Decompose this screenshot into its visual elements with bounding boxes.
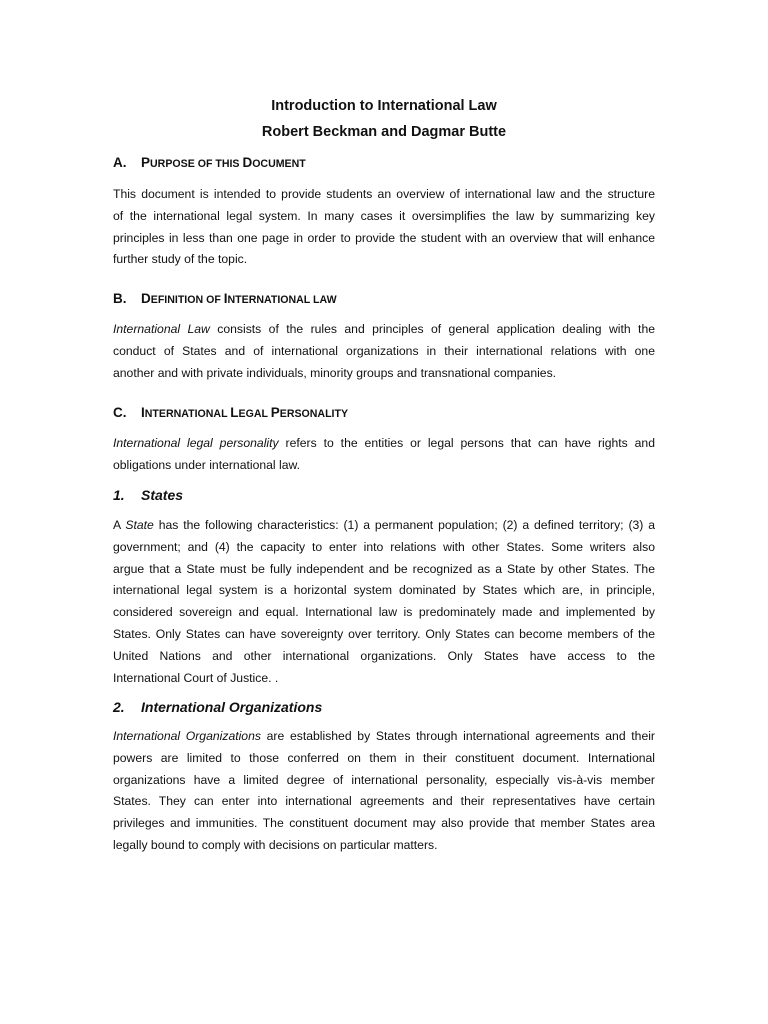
paragraph-line: International Court of Justice. . <box>113 670 279 685</box>
subsection-1-heading: 1. States <box>113 487 184 503</box>
defined-term: State <box>125 518 154 532</box>
defined-term: International Organizations <box>113 729 261 743</box>
defined-term: International legal personality <box>113 436 279 450</box>
paragraph-line: A State has the following characteristics: (1) a permanent population; (2) a defined territory; (3) a <box>113 518 655 532</box>
section-c-heading: C. INTERNATIONAL LEGAL PERSONALITY <box>113 403 348 424</box>
paragraph-line: United Nations and other international organizations. Only States have access to the <box>113 648 655 663</box>
paragraph-line: considered sovereign and equal. International law is predominately made and implemented by <box>113 605 655 620</box>
defined-term: International Law <box>113 322 210 336</box>
section-a-number: A. <box>113 155 127 170</box>
section-b-heading: B. DEFINITION OF INTERNATIONAL LAW <box>113 289 337 310</box>
paragraph-line: conduct of States and of international organizations in their international relations with one <box>113 343 655 358</box>
paragraph-line: obligations under international law. <box>113 457 301 472</box>
section-c-number: C. <box>113 405 127 420</box>
subsection-2-number: 2. <box>113 699 125 715</box>
section-a-paragraph <box>113 184 655 271</box>
paragraph-line: privileges and immunities. The constituent document may also provide that member States area <box>113 816 655 831</box>
paragraph-line: of the international legal system. In many cases it oversimplifies the law by summarizing key <box>113 208 655 223</box>
paragraph-line: International legal personality refers to the entities or legal persons that can have rights and <box>113 436 655 450</box>
section-c-paragraph <box>113 433 655 477</box>
subsection-2-paragraph <box>113 726 655 857</box>
paragraph-line: principles in less than one page in order to provide the student with an overview that will enhance <box>113 230 655 245</box>
paragraph-line: government; and (4) the capacity to enter into relations with other States. Some writers also <box>113 539 655 554</box>
paragraph-line: international legal system is a horizontal system dominated by States which are, in principle, <box>113 583 655 598</box>
paragraph-line: further study of the topic. <box>113 252 248 267</box>
paragraph-line: powers are limited to those conferred on them in their constituent document. International <box>113 750 655 765</box>
document-authors: Robert Beckman and Dagmar Butte <box>261 124 507 140</box>
paragraph-line: This document is intended to provide students an overview of international law and the structure <box>113 187 655 201</box>
subsection-2-heading: 2. International Organizations <box>113 699 323 715</box>
paragraph-line: another and with private individuals, minority groups and transnational companies. <box>113 365 557 380</box>
section-a-heading: A. PURPOSE OF THIS DOCUMENT <box>113 153 306 174</box>
paragraph-line: States. Only States can have sovereignty over territory. Only States can become members of the <box>113 626 655 641</box>
paragraph-line: organizations have a limited degree of international personality, especially vis-à-vis member <box>113 772 655 787</box>
paragraph-line: International Law consists of the rules and principles of general application dealing with the <box>113 322 655 336</box>
subsection-1-paragraph <box>113 515 655 689</box>
document-title: Introduction to International Law <box>271 98 497 114</box>
subsection-1-number: 1. <box>113 487 125 503</box>
paragraph-line: International Organizations are established by States through international agreements and their <box>113 729 655 743</box>
section-b-paragraph <box>113 319 655 384</box>
paragraph-line: legally bound to comply with decisions on particular matters. <box>113 837 438 852</box>
paragraph-line: States. They can enter into international agreements and their representatives have certain <box>113 794 655 809</box>
paragraph-line: argue that a State must be fully independent and be recognized as a State by other States. The <box>113 561 655 576</box>
section-b-number: B. <box>113 291 127 306</box>
